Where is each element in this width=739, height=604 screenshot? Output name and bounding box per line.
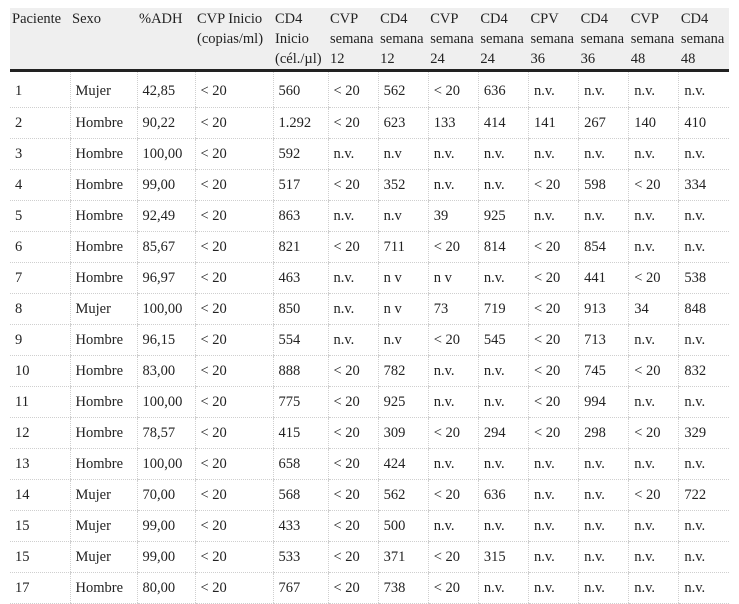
table-cell: Mujer [70,511,137,542]
table-cell: n.v. [679,449,729,480]
table-cell: 92,49 [137,201,195,232]
table-cell: < 20 [328,108,378,139]
table-cell: < 20 [529,170,579,201]
table-cell: n.v. [579,201,629,232]
table-cell: n.v. [629,449,679,480]
table-cell: 925 [378,387,428,418]
table-cell: 463 [273,263,328,294]
column-header: Paciente [10,8,70,71]
table-cell: Hombre [70,263,137,294]
table-cell: < 20 [195,71,273,108]
table-container [10,8,729,604]
table-cell: 1 [10,71,70,108]
table-cell: n.v [378,139,428,170]
table-cell: n.v. [428,387,478,418]
table-cell: 767 [273,573,328,604]
table-cell: n.v. [478,449,528,480]
table-cell: 371 [378,542,428,573]
table-row [10,294,729,325]
table-cell: 6 [10,232,70,263]
table-cell: < 20 [629,418,679,449]
table-cell: < 20 [328,387,378,418]
table-row [10,356,729,387]
table-cell: 78,57 [137,418,195,449]
table-cell: Hombre [70,418,137,449]
table-cell: 745 [579,356,629,387]
table-cell: 545 [478,325,528,356]
table-cell: n.v. [328,201,378,232]
table-cell: Hombre [70,573,137,604]
column-header: Sexo [70,8,137,71]
table-cell: n.v. [478,356,528,387]
table-cell: n.v. [579,480,629,511]
table-cell: 141 [529,108,579,139]
table-cell: 821 [273,232,328,263]
table-row [10,71,729,108]
table-cell: n.v. [529,449,579,480]
table-cell: 415 [273,418,328,449]
table-cell: n.v. [428,170,478,201]
table-cell: < 20 [529,263,579,294]
table-row [10,449,729,480]
table-row [10,139,729,170]
table-cell: Mujer [70,71,137,108]
table-cell: 854 [579,232,629,263]
table-cell: 14 [10,480,70,511]
table-cell: n.v. [529,573,579,604]
table-cell: < 20 [195,480,273,511]
table-cell: Hombre [70,325,137,356]
table-cell: 414 [478,108,528,139]
patient-data-table [10,8,729,604]
table-cell: n.v. [629,573,679,604]
column-header: CD4 semana 12 [378,8,428,71]
table-cell: < 20 [428,325,478,356]
table-cell: < 20 [328,232,378,263]
table-cell: < 20 [629,170,679,201]
table-cell: 554 [273,325,328,356]
table-cell: 96,97 [137,263,195,294]
table-cell: n.v. [629,511,679,542]
table-cell: 90,22 [137,108,195,139]
table-cell: 738 [378,573,428,604]
table-cell: n.v. [579,449,629,480]
table-cell: < 20 [195,201,273,232]
column-header: CVP semana 24 [428,8,478,71]
table-cell: 636 [478,480,528,511]
table-cell: 267 [579,108,629,139]
table-cell: 100,00 [137,449,195,480]
table-cell: n.v. [629,232,679,263]
table-cell: 99,00 [137,511,195,542]
table-cell: < 20 [195,139,273,170]
table-cell: < 20 [428,573,478,604]
table-cell: n.v. [629,325,679,356]
table-cell: n v [428,263,478,294]
column-header: CVP Inicio (copias/ml) [195,8,273,71]
table-cell: 775 [273,387,328,418]
table-cell: n.v. [629,139,679,170]
table-cell: n.v. [679,139,729,170]
table-row [10,263,729,294]
table-cell: n.v. [629,71,679,108]
table-cell: n.v. [428,139,478,170]
table-row [10,201,729,232]
column-header: CD4 semana 48 [679,8,729,71]
table-cell: n.v. [478,511,528,542]
table-cell: 722 [679,480,729,511]
table-cell: < 20 [195,232,273,263]
table-cell: n.v. [629,387,679,418]
table-cell: 994 [579,387,629,418]
table-cell: 517 [273,170,328,201]
table-row [10,325,729,356]
table-cell: < 20 [195,108,273,139]
table-cell: 592 [273,139,328,170]
table-cell: n.v. [428,511,478,542]
column-header: CVP semana 12 [328,8,378,71]
table-cell: < 20 [195,542,273,573]
table-cell: n.v. [679,71,729,108]
table-cell: 298 [579,418,629,449]
table-cell: n v [378,294,428,325]
table-cell: 8 [10,294,70,325]
table-cell: n.v. [679,573,729,604]
table-cell: 711 [378,232,428,263]
table-row [10,232,729,263]
table-cell: < 20 [195,418,273,449]
table-cell: 832 [679,356,729,387]
table-cell: 80,00 [137,573,195,604]
table-row [10,573,729,604]
table-cell: 433 [273,511,328,542]
table-cell: < 20 [195,356,273,387]
table-cell: < 20 [529,356,579,387]
table-cell: 11 [10,387,70,418]
table-cell: 9 [10,325,70,356]
table-cell: < 20 [328,573,378,604]
table-cell: n.v. [579,139,629,170]
table-cell: < 20 [529,387,579,418]
table-cell: 410 [679,108,729,139]
table-cell: n.v. [529,139,579,170]
table-cell: 562 [378,480,428,511]
table-cell: < 20 [529,325,579,356]
table-cell: n v [378,263,428,294]
table-cell: 42,85 [137,71,195,108]
table-row [10,542,729,573]
table-cell: 500 [378,511,428,542]
table-cell: n.v. [579,573,629,604]
table-cell: n.v. [579,542,629,573]
table-cell: 7 [10,263,70,294]
table-row [10,108,729,139]
table-row [10,387,729,418]
table-cell: < 20 [428,232,478,263]
table-cell: n.v. [328,139,378,170]
table-cell: n.v. [478,387,528,418]
table-cell: 15 [10,511,70,542]
table-cell: < 20 [328,170,378,201]
table-cell: n.v. [679,387,729,418]
table-cell: n.v. [679,325,729,356]
table-cell: n.v [378,325,428,356]
table-cell: n.v. [428,356,478,387]
table-cell: 334 [679,170,729,201]
column-header: CPV semana 36 [529,8,579,71]
table-cell: n.v. [579,511,629,542]
table-cell: Hombre [70,170,137,201]
table-cell: 294 [478,418,528,449]
table-cell: 352 [378,170,428,201]
table-cell: 424 [378,449,428,480]
table-cell: 99,00 [137,170,195,201]
table-cell: < 20 [195,170,273,201]
table-cell: 100,00 [137,294,195,325]
table-cell: n.v. [428,449,478,480]
table-cell: 96,15 [137,325,195,356]
table-cell: < 20 [428,418,478,449]
table-cell: < 20 [428,480,478,511]
table-cell: 315 [478,542,528,573]
table-cell: 658 [273,449,328,480]
table-cell: n.v. [629,542,679,573]
table-cell: < 20 [195,449,273,480]
table-cell: < 20 [428,71,478,108]
table-cell: Hombre [70,232,137,263]
table-cell: < 20 [328,418,378,449]
table-cell: n.v. [529,511,579,542]
table-cell: < 20 [195,511,273,542]
table-cell: 99,00 [137,542,195,573]
table-cell: 863 [273,201,328,232]
table-cell: 12 [10,418,70,449]
table-cell: 329 [679,418,729,449]
table-cell: 568 [273,480,328,511]
table-cell: n.v. [529,71,579,108]
table-cell: < 20 [629,480,679,511]
column-header: CVP semana 48 [629,8,679,71]
table-cell: 1.292 [273,108,328,139]
table-cell: n.v. [478,263,528,294]
table-cell: < 20 [629,356,679,387]
table-cell: 925 [478,201,528,232]
table-cell: n.v [378,201,428,232]
table-cell: 888 [273,356,328,387]
table-cell: n.v. [328,263,378,294]
header-row [10,8,729,71]
table-cell: n.v. [679,232,729,263]
table-cell: < 20 [328,480,378,511]
table-cell: 5 [10,201,70,232]
table-cell: Mujer [70,294,137,325]
table-cell: < 20 [328,356,378,387]
table-row [10,170,729,201]
table-cell: < 20 [328,71,378,108]
table-cell: 441 [579,263,629,294]
table-cell: 913 [579,294,629,325]
table-cell: Hombre [70,449,137,480]
table-cell: < 20 [195,325,273,356]
table-cell: 133 [428,108,478,139]
table-cell: 34 [629,294,679,325]
table-cell: Hombre [70,139,137,170]
table-cell: 70,00 [137,480,195,511]
table-cell: 3 [10,139,70,170]
table-cell: < 20 [195,263,273,294]
table-cell: Mujer [70,542,137,573]
column-header: CD4 semana 36 [579,8,629,71]
table-cell: 39 [428,201,478,232]
table-cell: n.v. [679,201,729,232]
table-cell: n.v. [679,542,729,573]
column-header: %ADH [137,8,195,71]
table-cell: 83,00 [137,356,195,387]
table-cell: Hombre [70,108,137,139]
table-cell: n.v. [529,201,579,232]
table-cell: 309 [378,418,428,449]
table-cell: 782 [378,356,428,387]
table-cell: 719 [478,294,528,325]
table-cell: 623 [378,108,428,139]
table-cell: 814 [478,232,528,263]
table-cell: < 20 [195,387,273,418]
table-cell: 538 [679,263,729,294]
table-cell: 85,67 [137,232,195,263]
table-cell: 73 [428,294,478,325]
table-cell: n.v. [328,325,378,356]
table-cell: n.v. [579,71,629,108]
table-cell: < 20 [328,449,378,480]
table-cell: 10 [10,356,70,387]
table-row [10,418,729,449]
table-cell: n.v. [478,573,528,604]
table-cell: n.v. [478,170,528,201]
table-cell: 140 [629,108,679,139]
table-header [10,8,729,71]
table-cell: n.v. [529,542,579,573]
table-cell: 100,00 [137,387,195,418]
table-cell: 850 [273,294,328,325]
table-cell: < 20 [629,263,679,294]
table-cell: n.v. [328,294,378,325]
table-cell: Mujer [70,480,137,511]
table-body [10,71,729,604]
table-cell: Hombre [70,201,137,232]
table-cell: 713 [579,325,629,356]
table-cell: n.v. [529,480,579,511]
table-cell: Hombre [70,387,137,418]
column-header: CD4 semana 24 [478,8,528,71]
table-row [10,480,729,511]
table-cell: 598 [579,170,629,201]
table-cell: < 20 [328,511,378,542]
table-cell: < 20 [428,542,478,573]
table-cell: < 20 [529,418,579,449]
table-cell: < 20 [529,232,579,263]
table-row [10,511,729,542]
table-cell: Hombre [70,356,137,387]
table-cell: 13 [10,449,70,480]
table-cell: < 20 [195,294,273,325]
table-cell: 533 [273,542,328,573]
table-cell: n.v. [629,201,679,232]
table-cell: n.v. [679,511,729,542]
table-cell: 100,00 [137,139,195,170]
table-cell: 560 [273,71,328,108]
table-cell: 848 [679,294,729,325]
table-cell: 562 [378,71,428,108]
table-cell: < 20 [529,294,579,325]
table-cell: 2 [10,108,70,139]
table-cell: < 20 [328,542,378,573]
column-header: CD4 Inicio (cél./µl) [273,8,328,71]
table-cell: 636 [478,71,528,108]
table-cell: 4 [10,170,70,201]
table-cell: 15 [10,542,70,573]
table-cell: 17 [10,573,70,604]
table-cell: < 20 [195,573,273,604]
table-cell: n.v. [478,139,528,170]
